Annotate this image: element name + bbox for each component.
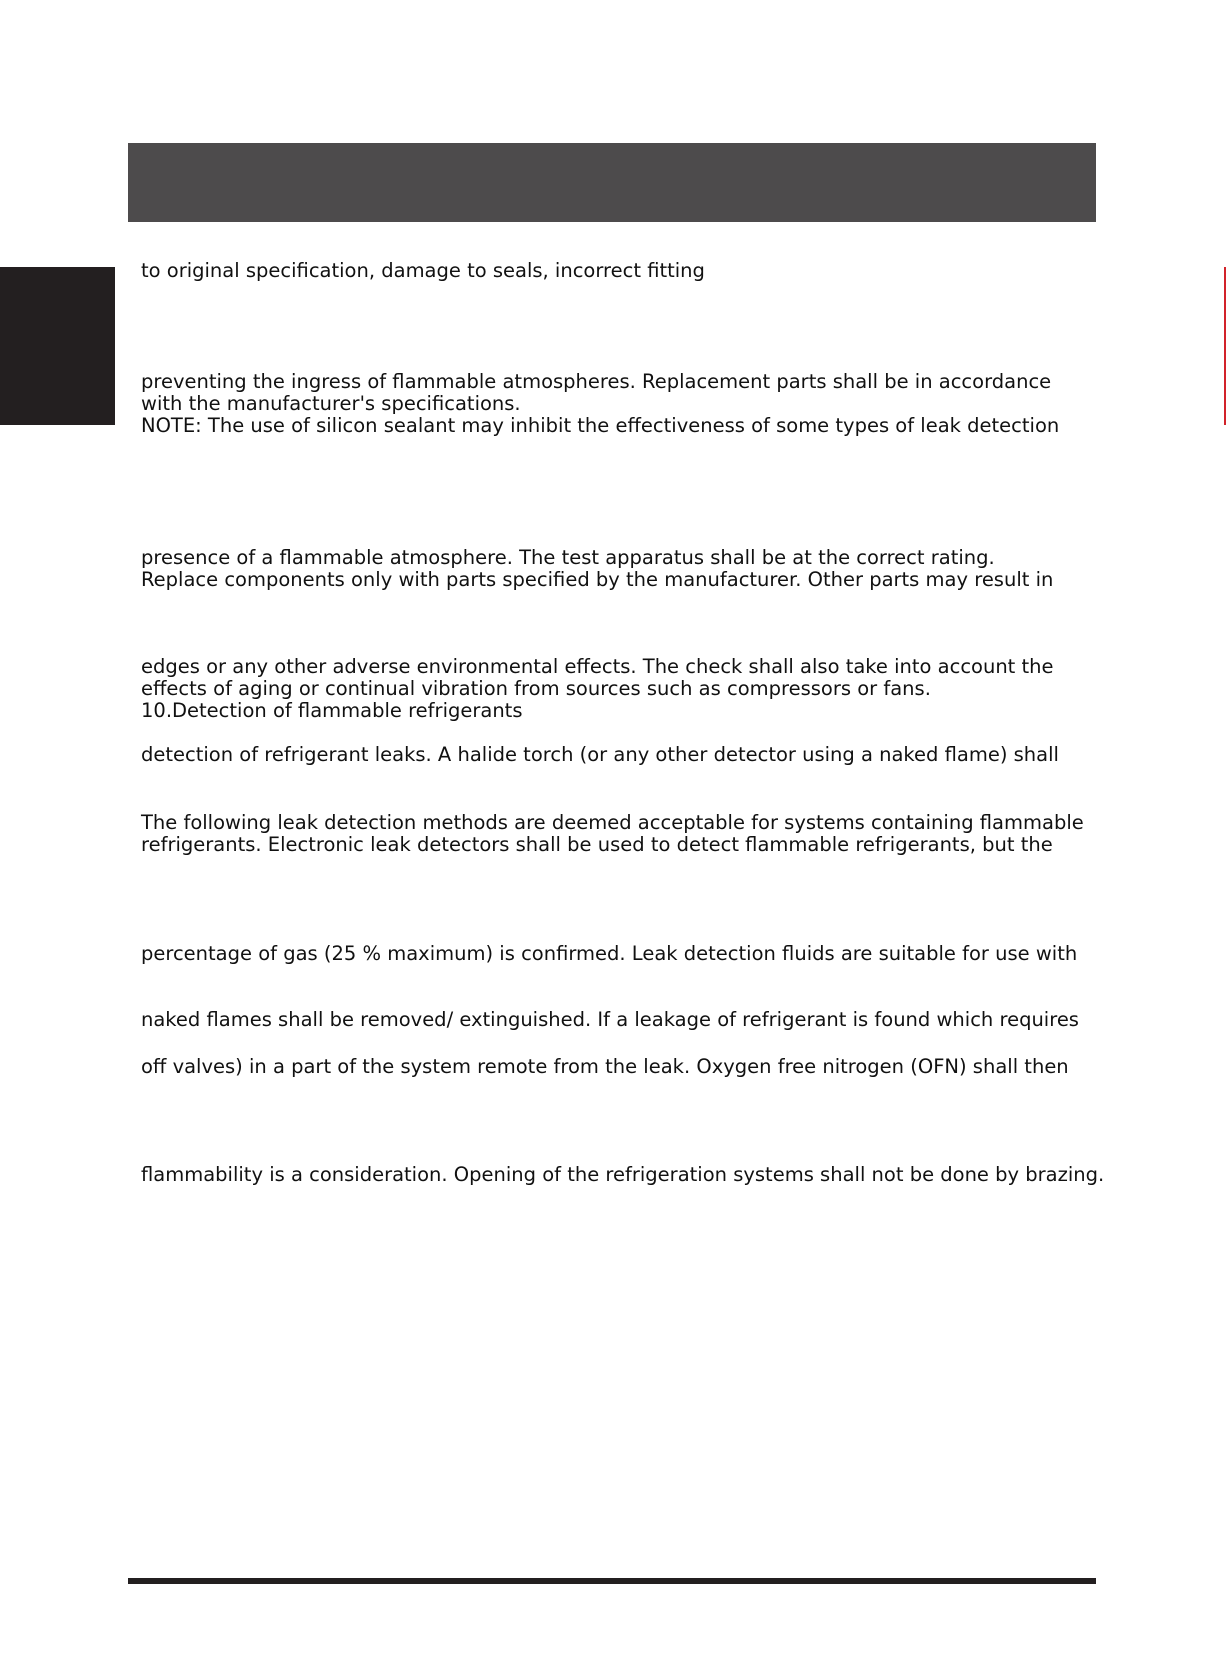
text-line: effects of aging or continual vibration from sources such as compressors or fans. [141, 677, 931, 700]
text-line: detection of refrigerant leaks. A halide torch (or any other detector using a naked flame) shall [141, 743, 1059, 766]
footer-rule [128, 1578, 1096, 1584]
text-line: NOTE: The use of silicon sealant may inhibit the effectiveness of some types of leak detection [141, 414, 1060, 437]
text-line: percentage of gas (25 % maximum) is confirmed. Leak detection fluids are suitable for use with [141, 942, 1078, 965]
text-line: refrigerants. Electronic leak detectors shall be used to detect flammable refrigerants, but the [141, 833, 1053, 856]
text-line: off valves) in a part of the system remote from the leak. Oxygen free nitrogen (OFN) shall then [141, 1055, 1069, 1078]
text-line: with the manufacturer's specifications. [141, 392, 521, 415]
text-line: preventing the ingress of flammable atmospheres. Replacement parts shall be in accordance [141, 370, 1052, 393]
text-line: presence of a flammable atmosphere. The test apparatus shall be at the correct rating. [141, 546, 995, 569]
text-line: naked flames shall be removed/ extinguished. If a leakage of refrigerant is found which requires [141, 1008, 1079, 1031]
section-heading: 10.Detection of flammable refrigerants [141, 699, 523, 722]
text-line: The following leak detection methods are deemed acceptable for systems containing flammable [141, 811, 1084, 834]
text-line: edges or any other adverse environmental effects. The check shall also take into account the [141, 655, 1054, 678]
text-line: to original specification, damage to seals, incorrect fitting [141, 259, 705, 282]
text-line: flammability is a consideration. Opening of the refrigeration systems shall not be done by brazing. [141, 1163, 1105, 1186]
header-bar [128, 143, 1096, 222]
text-line: Replace components only with parts specified by the manufacturer. Other parts may result in [141, 568, 1054, 591]
side-tab [0, 267, 115, 425]
